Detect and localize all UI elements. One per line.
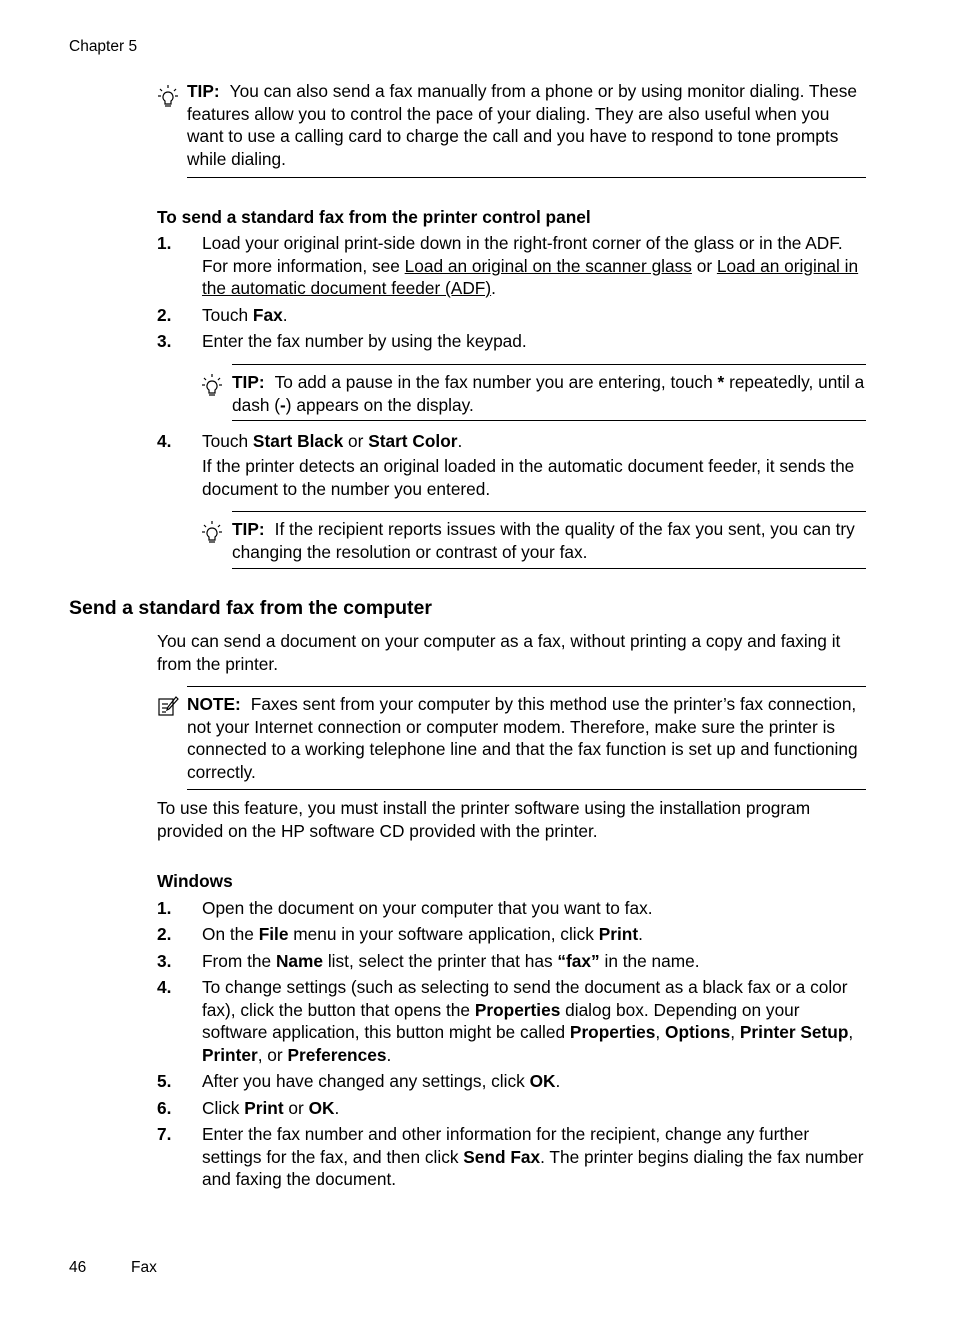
bold-term: “fax”: [557, 951, 600, 971]
step-text-part: ,: [655, 1022, 666, 1042]
bold-term: Start Black: [252, 431, 344, 451]
step-text-part: . The printer begins dialing the fax number and faxing the document.: [202, 1146, 864, 1189]
step-text-part: or: [283, 1098, 309, 1118]
step-text: [202, 976, 866, 1066]
step-text-part: in the name.: [599, 951, 700, 971]
tip-label: TIP:: [187, 81, 220, 101]
step-text-part: or: [343, 431, 369, 451]
step-text-part: , or: [257, 1044, 288, 1065]
bold-term: Preferences: [287, 1044, 387, 1065]
tip-label: TIP:: [232, 519, 265, 539]
tip-text: You can also send a fax manually from a phone or by using monitor dialing. These features allow you to control the pace of your dialing. They are also useful when you want to use a calling card to charge the call and you have to respond to tone prompts while dialing.: [187, 81, 857, 169]
step-text-part: Touch: [202, 305, 253, 325]
bold-term: Properties: [569, 1022, 656, 1042]
chapter-header: Chapter 5: [69, 38, 138, 55]
install-paragraph: To use this feature, you must install the printer software using the installation program provided on the HP software CD provided with the printer.: [157, 798, 811, 841]
note-text: Faxes sent from your computer by this method use the printer’s fax connection, not your Internet connection or computer modem. Therefore, make sure the printer is connected to a working telephone line and that the fax function is set up and functioning correctly.: [187, 694, 858, 782]
bold-term: Name: [275, 951, 324, 971]
step-text-part: Touch: [202, 431, 253, 451]
step-subtext: If the printer detects an original loaded in the automatic document feeder, it sends the document to the number you entered.: [202, 456, 855, 499]
step-text-part: .: [638, 924, 643, 944]
lightbulb-icon: [157, 84, 179, 108]
bold-term: Fax: [252, 305, 283, 325]
step-text-part: To change settings (such as selecting to send the document as a black fax or a color fax), click the button that opens the: [202, 977, 848, 1020]
tip-callout: [232, 511, 866, 569]
tip-callout: [232, 364, 866, 421]
bold-term: *: [717, 372, 725, 392]
page-number: 46: [69, 1259, 87, 1276]
tip-label: TIP:: [232, 372, 265, 392]
step-text-part: .: [457, 431, 463, 451]
lightbulb-icon: [201, 373, 223, 397]
step-text-part: After you have changed any settings, click: [202, 1071, 530, 1091]
step-text-part: ,: [848, 1022, 854, 1042]
bold-term: -: [280, 394, 286, 415]
section-heading: To send a standard fax from the printer control panel: [157, 207, 591, 227]
step-number: 1.: [157, 233, 172, 253]
bold-term: Options: [665, 1022, 731, 1042]
bold-term: File: [258, 924, 289, 944]
note-callout: [187, 686, 866, 790]
step-number: 4.: [157, 977, 172, 997]
intro-paragraph: You can send a document on your computer as a fax, without printing a copy and faxing it from the printer.: [157, 631, 841, 674]
step-text: [202, 232, 866, 300]
step-text-part: list, select the printer that has: [323, 951, 558, 971]
section-title: Send a standard fax from the computer: [69, 597, 432, 619]
step-text-part: menu in your software application, click: [288, 924, 599, 944]
step-text-part: .: [491, 278, 496, 298]
bold-term: Start Color: [368, 431, 458, 451]
bold-term: OK: [308, 1098, 335, 1118]
tip-text: ) appears on the display.: [285, 394, 474, 415]
note-label: NOTE:: [187, 694, 241, 714]
step-number: 1.: [157, 898, 172, 918]
tip-text: repeatedly, until a dash (: [232, 372, 865, 415]
step-text: [202, 1097, 866, 1120]
step-text: [202, 430, 866, 453]
step-text: [202, 923, 866, 946]
bold-term: Send Fax: [463, 1146, 541, 1167]
lightbulb-icon: [201, 520, 223, 544]
link-scanner-glass[interactable]: Load an original on the scanner glass: [404, 255, 692, 276]
step-text: Open the document on your computer that you want to fax.: [202, 898, 653, 918]
step-text-part: .: [555, 1071, 561, 1091]
step-text-part: dialog box. Depending on your software application, this button might be called: [202, 999, 800, 1042]
step-number: 2.: [157, 305, 172, 325]
bold-term: Print: [598, 924, 639, 944]
step-number: 5.: [157, 1071, 172, 1091]
step-text-part: .: [386, 1044, 392, 1065]
step-number: 3.: [157, 331, 172, 351]
step-number: 6.: [157, 1098, 172, 1118]
bold-term: OK: [529, 1071, 556, 1091]
step-text-part: .: [282, 305, 288, 325]
step-text-part: Load your original print-side down in the right-front corner of the glass or in the ADF. For more information, see: [202, 233, 843, 276]
step-text: [202, 1070, 866, 1093]
bold-term: Printer Setup: [739, 1022, 849, 1042]
step-text: [202, 950, 866, 973]
footer-section: Fax: [131, 1259, 157, 1276]
step-text-part: Click: [202, 1098, 245, 1118]
bold-term: Print: [244, 1098, 284, 1118]
step-number: 4.: [157, 431, 172, 451]
bold-term: Printer: [202, 1044, 258, 1065]
note-pencil-icon: [157, 695, 179, 719]
tip-text: To add a pause in the fax number you are entering, touch: [274, 372, 718, 392]
step-text: Enter the fax number by using the keypad.: [202, 331, 527, 351]
step-text-part: Enter the fax number and other information for the recipient, change any further settings for the fax, and then click: [202, 1124, 810, 1167]
step-text-part: ,: [730, 1022, 740, 1042]
step-text-part: From the: [202, 951, 276, 971]
step-text-part: .: [334, 1098, 340, 1118]
link-adf[interactable]: Load an original in the automatic document feeder (ADF): [202, 255, 859, 298]
step-text-part: On the: [202, 924, 259, 944]
tip-text: If the recipient reports issues with the quality of the fax you sent, you can try changing the resolution or contrast of your fax.: [232, 519, 855, 562]
step-number: 2.: [157, 924, 172, 944]
bold-term: Properties: [474, 999, 561, 1020]
step-text: [202, 304, 866, 327]
windows-heading: Windows: [157, 871, 233, 891]
step-number: 7.: [157, 1124, 172, 1144]
step-number: 3.: [157, 951, 172, 971]
tip-callout: [187, 80, 866, 178]
step-text: [202, 1123, 866, 1191]
step-text-part: or: [691, 255, 717, 276]
